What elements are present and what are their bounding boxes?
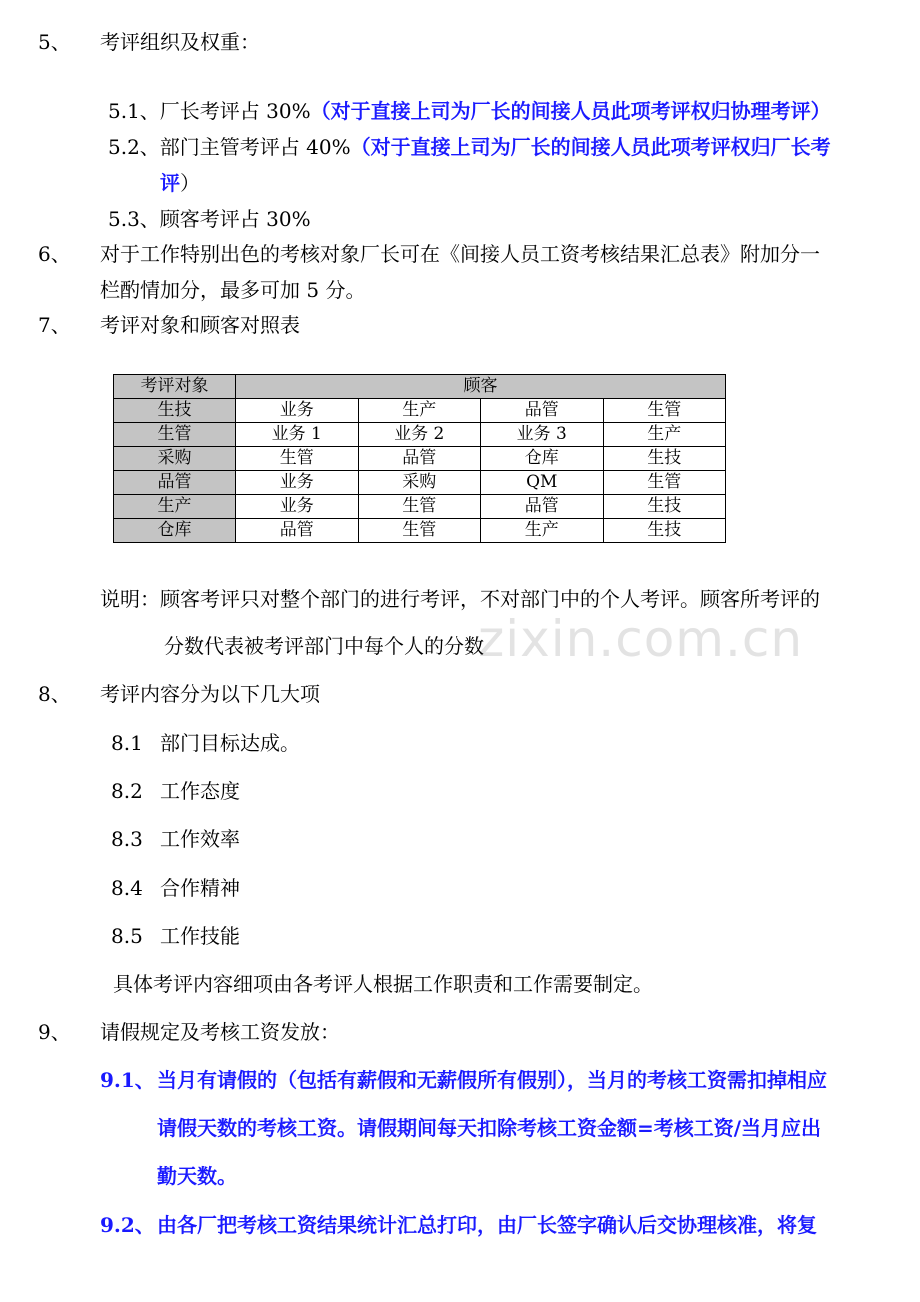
item-text: 合作精神: [160, 876, 240, 900]
row-label: 生产: [114, 495, 236, 519]
header-customer: 顾客: [236, 375, 726, 399]
table-cell: 生管: [603, 471, 726, 495]
item-text: 工作技能: [160, 924, 240, 948]
evaluation-customer-table: [113, 374, 726, 543]
weight-note-close: ）: [180, 171, 200, 195]
note-line: 说明：顾客考评只对整个部门的进行考评，不对部门中的个人考评。顾客所考评的: [100, 587, 820, 611]
table-cell: 业务 1: [236, 423, 359, 447]
table-cell: 业务 3: [481, 423, 604, 447]
table-row: [114, 471, 726, 495]
table-cell: 业务: [236, 495, 359, 519]
weight-note: （对于直接上司为厂长的间接人员此项考评权归厂长考: [350, 135, 831, 159]
table-cell: 生产: [358, 399, 481, 423]
row-label: 生管: [114, 423, 236, 447]
table-cell: 生管: [236, 447, 359, 471]
row-label: 生技: [114, 399, 236, 423]
table-cell: 生管: [603, 399, 726, 423]
table-row: [114, 423, 726, 447]
rule-line: 请假天数的考核工资。请假期间每天扣除考核工资金额=考核工资/当月应出: [157, 1116, 822, 1140]
items-note: 具体考评内容细项由各考评人根据工作职责和工作需要制定。: [113, 972, 653, 996]
section-number: 7、: [38, 313, 71, 337]
row-label: 品管: [114, 471, 236, 495]
weight-label: 5.2、部门主管考评占 40%: [108, 135, 351, 159]
table-cell: 业务: [236, 399, 359, 423]
rule-line: 勤天数。: [157, 1164, 237, 1188]
section-number: 9、: [38, 1020, 71, 1044]
table-cell: 品管: [236, 519, 359, 543]
section-text: 对于工作特别出色的考核对象厂长可在《间接人员工资考核结果汇总表》附加分一: [100, 242, 820, 266]
section-number: 5、: [38, 30, 71, 54]
weight-label: 5.1、厂长考评占 30%: [108, 99, 311, 123]
table-row: [114, 447, 726, 471]
table-cell: 采购: [358, 471, 481, 495]
item-number: 8.3: [111, 827, 143, 851]
rule-number: 9.1、: [100, 1068, 155, 1092]
table-cell: 生产: [481, 519, 604, 543]
row-label: 采购: [114, 447, 236, 471]
section-title: 考评内容分为以下几大项: [100, 682, 320, 706]
item-text: 工作效率: [160, 827, 240, 851]
section-title: 考评组织及权重：: [100, 30, 260, 54]
weight-note-continued: 评: [160, 171, 180, 195]
table-cell: 仓库: [481, 447, 604, 471]
table-row: [114, 495, 726, 519]
table-cell: QM: [481, 471, 604, 495]
rule-line: 当月有请假的（包括有薪假和无薪假所有假别），当月的考核工资需扣掉相应: [157, 1068, 827, 1092]
section-number: 6、: [38, 242, 71, 266]
watermark: zixin.com.cn: [478, 610, 804, 668]
row-label: 仓库: [114, 519, 236, 543]
section-title: 请假规定及考核工资发放：: [100, 1020, 340, 1044]
rule-line: 由各厂把考核工资结果统计汇总打印，由厂长签字确认后交协理核准，将复: [157, 1213, 817, 1237]
weight-note: （对于直接上司为厂长的间接人员此项考评权归协理考评）: [310, 99, 831, 123]
table-cell: 生管: [358, 519, 481, 543]
item-number: 8.5: [111, 924, 143, 948]
note-line: 分数代表被考评部门中每个人的分数: [164, 634, 484, 658]
table-cell: 生产: [603, 423, 726, 447]
table-cell: 品管: [358, 447, 481, 471]
section-number: 8、: [38, 682, 71, 706]
table-cell: 生技: [603, 447, 726, 471]
rule-number: 9.2、: [100, 1213, 155, 1237]
table-cell: 业务 2: [358, 423, 481, 447]
table-cell: 生技: [603, 495, 726, 519]
table-cell: 品管: [481, 399, 604, 423]
table-row: [114, 519, 726, 543]
table-cell: 业务: [236, 471, 359, 495]
section-text-continued: 栏酌情加分，最多可加 5 分。: [100, 278, 366, 302]
weight-label: 5.3、顾客考评占 30%: [108, 207, 311, 231]
item-text: 部门目标达成。: [160, 731, 300, 755]
table-cell: 品管: [481, 495, 604, 519]
table-row: [114, 399, 726, 423]
section-title: 考评对象和顾客对照表: [100, 313, 300, 337]
item-number: 8.1: [111, 731, 143, 755]
item-number: 8.4: [111, 876, 143, 900]
table-cell: 生管: [358, 495, 481, 519]
item-text: 工作态度: [160, 779, 240, 803]
table-cell: 生技: [603, 519, 726, 543]
item-number: 8.2: [111, 779, 143, 803]
header-evaluatee: 考评对象: [114, 375, 236, 399]
table-header-row: [114, 375, 726, 399]
